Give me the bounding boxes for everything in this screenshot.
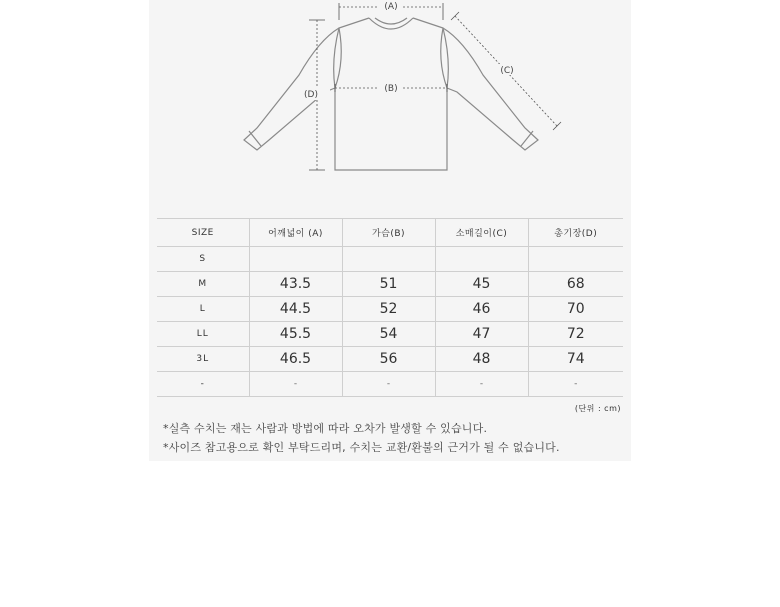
size-cell: 3L <box>157 347 249 372</box>
table-header-row <box>157 219 623 247</box>
header-sleeve: 소매길이(C) <box>435 219 528 247</box>
label-a: (A) <box>384 2 398 12</box>
size-cell: - <box>157 372 249 397</box>
size-cell: S <box>157 247 249 272</box>
table-row <box>157 347 623 372</box>
value-cell: 48 <box>435 347 528 372</box>
value-cell: - <box>342 372 435 397</box>
header-length: 총기장(D) <box>528 219 623 247</box>
value-cell: 43.5 <box>249 272 342 297</box>
value-cell: 70 <box>528 297 623 322</box>
header-size: SIZE <box>157 219 249 247</box>
note-measurement: *실측 수치는 재는 사람과 방법에 따라 오차가 발생할 수 있습니다. <box>163 422 488 435</box>
shirt-outline-icon <box>244 18 538 170</box>
value-cell <box>528 247 623 272</box>
value-cell: - <box>528 372 623 397</box>
table-row <box>157 272 623 297</box>
table-row <box>157 322 623 347</box>
value-cell: 45.5 <box>249 322 342 347</box>
value-cell <box>342 247 435 272</box>
value-cell: 56 <box>342 347 435 372</box>
value-cell: 72 <box>528 322 623 347</box>
value-cell: 52 <box>342 297 435 322</box>
table-row <box>157 247 623 272</box>
value-cell: - <box>249 372 342 397</box>
value-cell: 54 <box>342 322 435 347</box>
value-cell: 44.5 <box>249 297 342 322</box>
value-cell: 51 <box>342 272 435 297</box>
header-chest: 가슴(B) <box>342 219 435 247</box>
note-reference: *사이즈 참고용으로 확인 부탁드리며, 수치는 교환/환불의 근거가 될 수 없습니다. <box>163 441 560 454</box>
size-table <box>157 218 623 397</box>
value-cell: 47 <box>435 322 528 347</box>
value-cell: 46.5 <box>249 347 342 372</box>
size-cell: L <box>157 297 249 322</box>
value-cell: - <box>435 372 528 397</box>
value-cell: 74 <box>528 347 623 372</box>
label-d: (D) <box>304 90 318 100</box>
value-cell: 46 <box>435 297 528 322</box>
size-cell: LL <box>157 322 249 347</box>
table-row <box>157 372 623 397</box>
unit-label: (단위 : cm) <box>574 404 621 413</box>
value-cell <box>435 247 528 272</box>
value-cell: 68 <box>528 272 623 297</box>
header-shoulder: 어깨넓이 (A) <box>249 219 342 247</box>
size-guide-panel <box>149 0 631 461</box>
size-cell: M <box>157 272 249 297</box>
value-cell: 45 <box>435 272 528 297</box>
garment-diagram <box>149 0 631 200</box>
value-cell <box>249 247 342 272</box>
label-b: (B) <box>384 84 398 94</box>
label-c: (C) <box>500 66 514 76</box>
table-row <box>157 297 623 322</box>
